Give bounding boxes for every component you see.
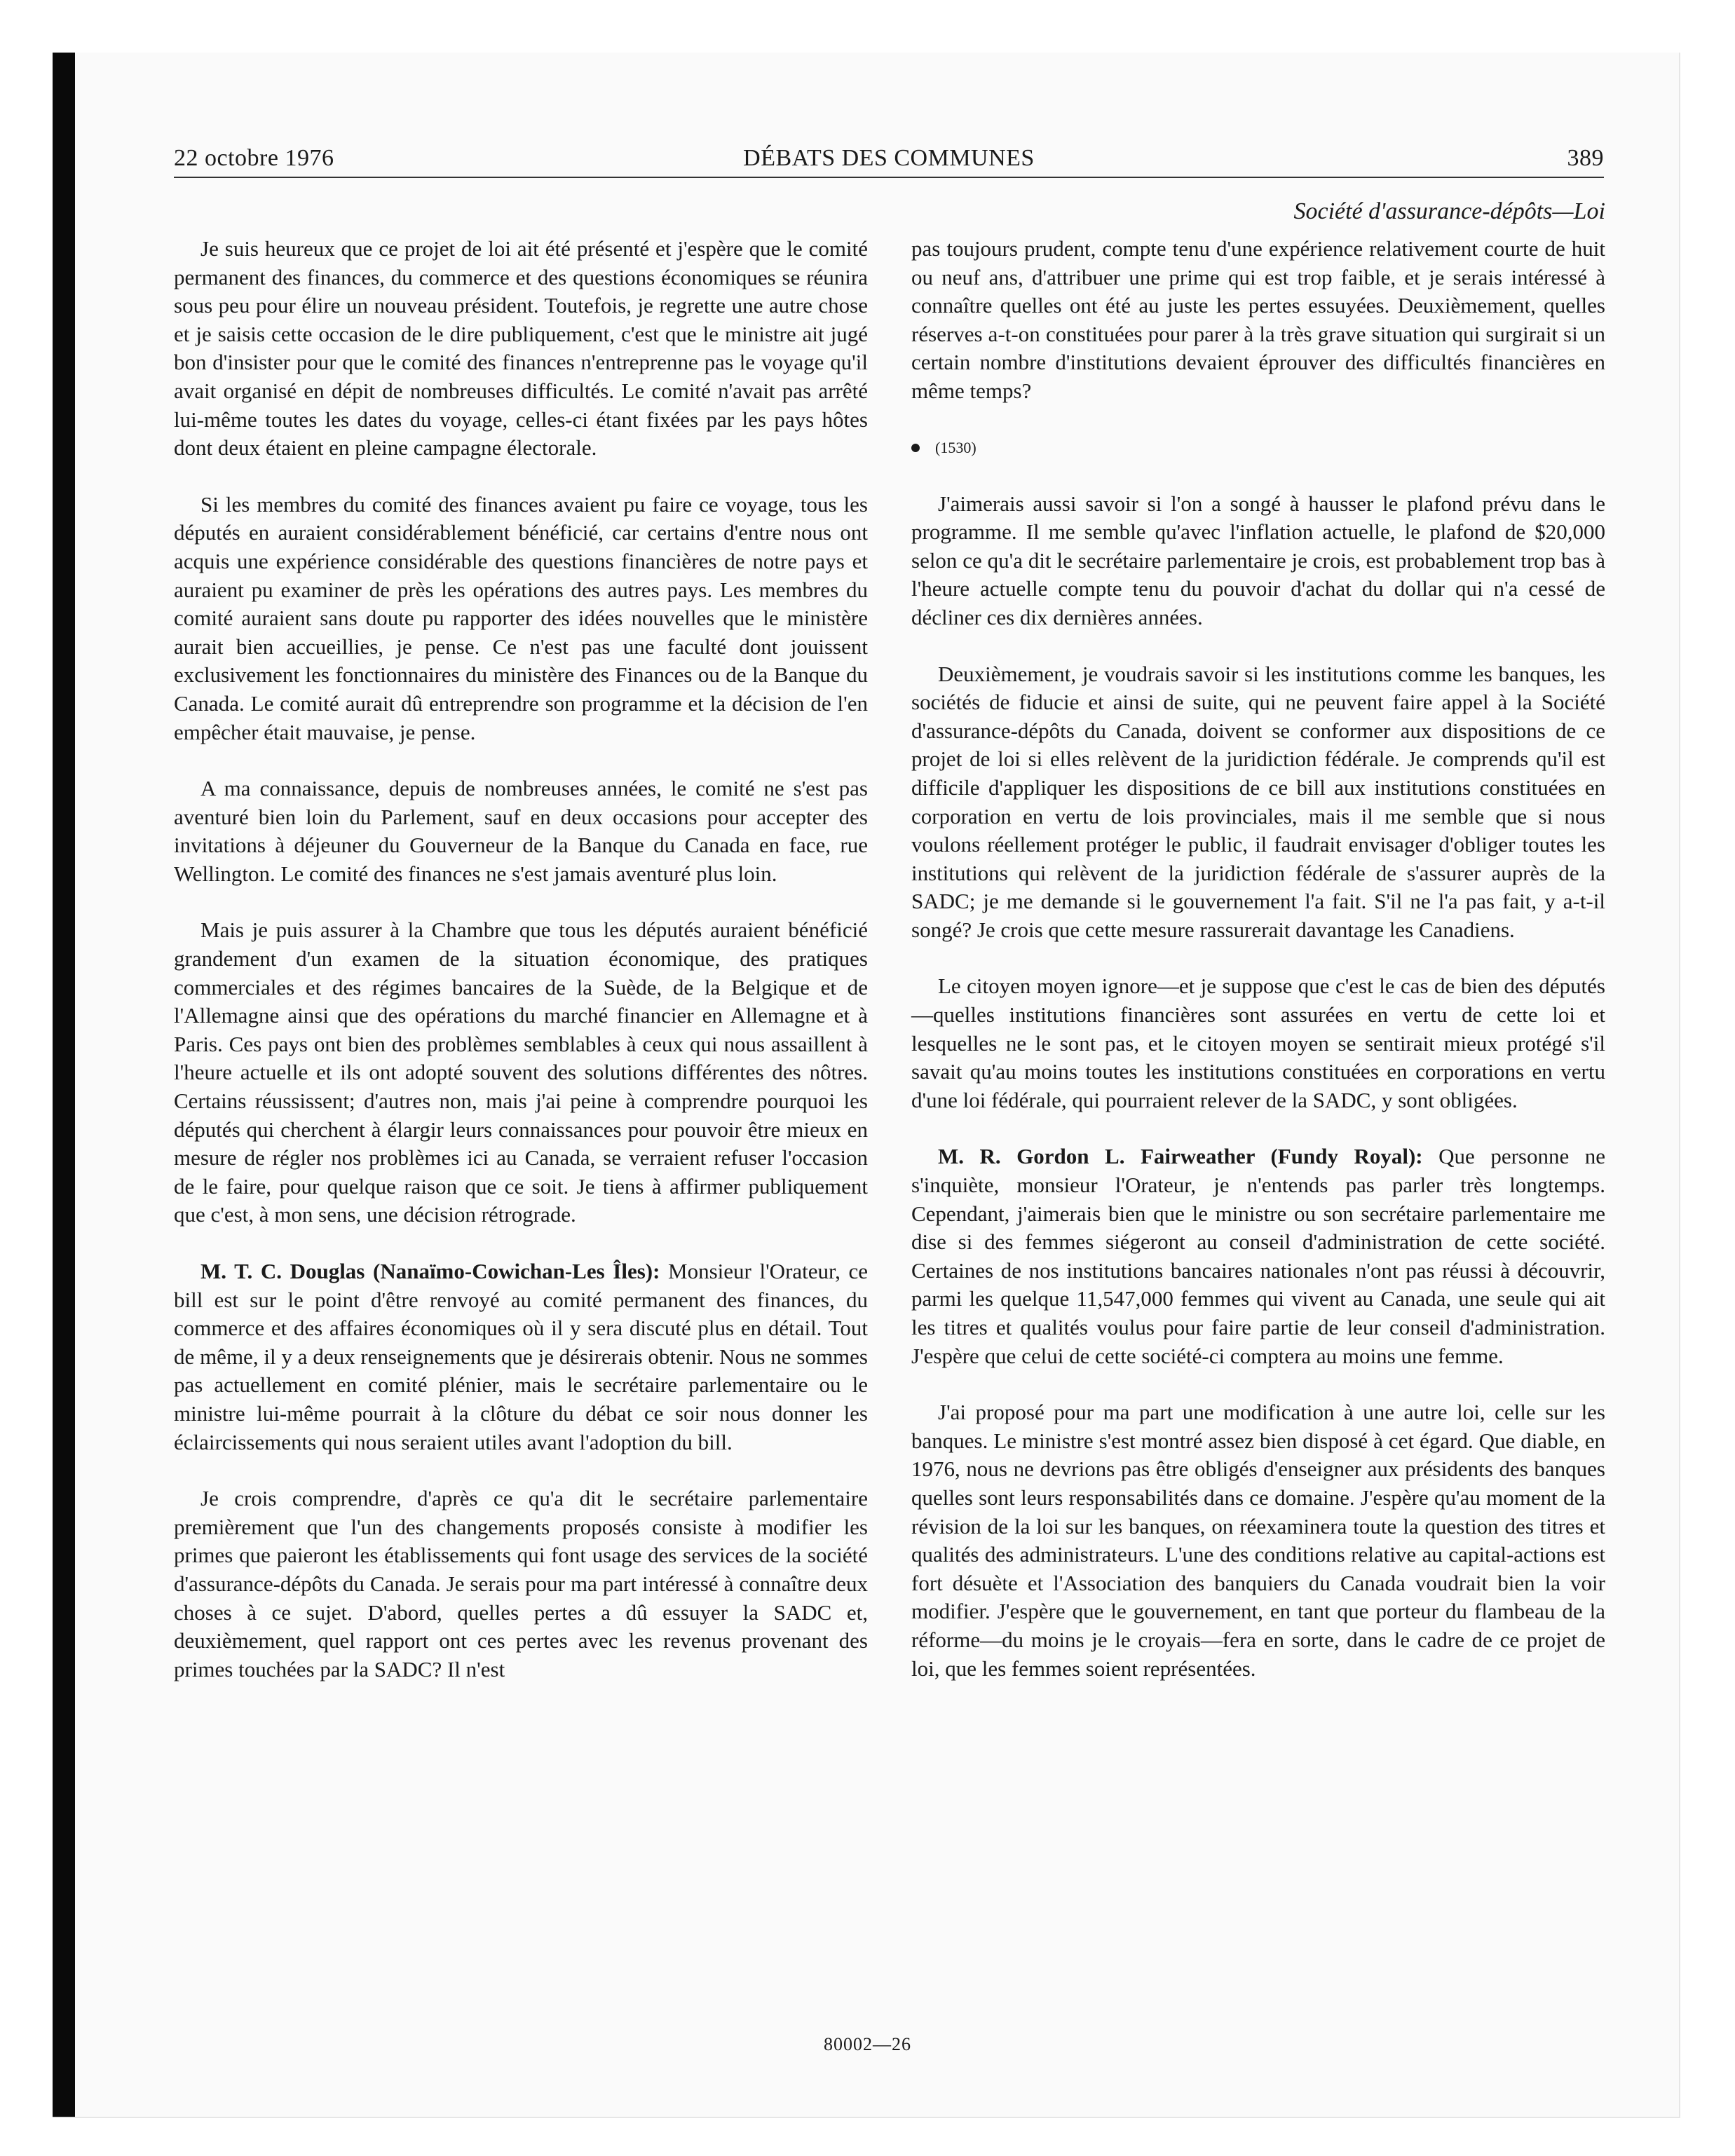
footer-code: 80002—26 (824, 2034, 911, 2054)
binding-strip (53, 53, 75, 2117)
paragraph: pas toujours prudent, compte tenu d'une expérience relativement courte de huit ou neuf ans, d'attribuer une prime qui est trop faible, et je serais intéressé à connaître quelles ont été au juste les pertes essuyées. Deuxièmement, quelles réserves a-t-on constituées pour parer à la très grave situation qui surgirait si un certain nombre d'institutions devaient éprouver des difficultés financières en même temps? (911, 236, 1605, 403)
speech-text: Monsieur l'Orateur, ce bill est sur le point d'être renvoyé au comité permanent des finances, du commerce et des affaires économiques où il y sera discuté plus en détail. Tout de même, il y a deux renseignements que je désirerais obtenir. Nous ne sommes pas actuellement en comité plénier, mais le secrétaire parlementaire ou le ministre lui-même pourrait à la clôture du débat ce soir nous donner les éclaircissements qui nous seraient utiles avant l'adoption du bill. (174, 1259, 868, 1454)
paragraph: Je suis heureux que ce projet de loi ait été présenté et j'espère que le comité permanent des finances, du commerce et des questions économiques se réunira sous peu pour élire un nouveau président. Toutefois, je regrette une autre chose et je saisis cette occasion de le dire publiquement, c'est que le ministre ait jugé bon d'insister pour que le comité des finances n'entreprenne pas le voyage qu'il avait organisé en dépit de nombreuses difficultés. Le comité n'avait pas arrêté lui-même toutes les dates du voyage, celles-ci étant fixées par les pays hôtes dont deux étaient en pleine campagne électorale. (174, 236, 868, 460)
speaker-name: M. T. C. Douglas (Nanaïmo-Cowichan-Les Îles): (200, 1259, 660, 1283)
paragraph: Mais je puis assurer à la Chambre que tous les députés auraient bénéficié grandement d'un examen de la situation économique, des pratiques commerciales et des régimes bancaires de la Suède, de la Belgique et de l'Allemagne ainsi que des opérations du marché financier en Allemagne et à Paris. Ces pays ont bien des problèmes semblables à ceux qui nous assaillent à l'heure actuelle et ils ont adopté souvent des solutions différentes des nôtres. Certains réussissent; d'autres non, mais j'ai peine à comprendre pourquoi les députés qui cherchent à élargir leurs connaissances pour pouvoir être mieux en mesure de régler nos problèmes ici au Canada, se verraient refuser l'occasion de le faire, pour quelque raison que ce soit. Je tiens à affirmer publiquement que c'est, à mon sens, une décision rétrograde. (174, 917, 868, 1227)
time-marker (911, 434, 1605, 462)
right-column (911, 235, 1605, 1711)
paragraph: A ma connaissance, depuis de nombreuses années, le comité ne s'est pas aventuré bien loin du Parlement, sauf en deux occasions pour accepter des invitations à déjeuner du Gouverneur de la Banque du Canada en face, rue Wellington. Le comité des finances ne s'est jamais aventuré plus loin. (174, 776, 868, 886)
header-page-number: 389 (1567, 145, 1604, 171)
running-head: Société d'assurance-dépôts—Loi (1293, 198, 1605, 224)
speech-paragraph (174, 1257, 868, 1456)
paragraph: J'aimerais aussi savoir si l'on a songé à hausser le plafond prévu dans le programme. Il me semble qu'avec l'inflation actuelle, le plafond de $20,000 selon ce qu'a dit le secrétaire parlementaire je crois, est probablement trop bas à l'heure actuelle compte tenu du pouvoir d'achat du dollar qui n'a cessé de décliner ces dix dernières années. (911, 491, 1605, 629)
paragraph: Si les membres du comité des finances avaient pu faire ce voyage, tous les députés en auraient considérablement bénéficié, car certains d'entre nous ont acquis une expérience considérable des questions financières de notre pays et auraient pu examiner de près les opérations des autres pays. Les membres du comité auraient sans doute pu rapporter des idées nouvelles que le ministère aurait bien accueillies, je pense. Ce n'est pas une faculté dont jouissent exclusivement les fonctionnaires du ministère des Finances ou de la Banque du Canada. Le comité aurait dû entreprendre son programme et la décision de l'en empêcher était mauvaise, je pense. (174, 491, 868, 744)
header-title: DÉBATS DES COMMUNES (743, 145, 1035, 171)
speech-text: Que personne ne s'inquiète, monsieur l'Orateur, je n'entends pas parler très longtemps. Cependant, j'aimerais bien que le ministre ou son secrétaire parlementaire me dise si des femmes siégeront au conseil d'administration de cette société. Certaines de nos institutions bancaires nationales n'ont pas réussi à découvrir, parmi les quelque 11,547,000 femmes qui vivent au Canada, une seule qui ait les titres et qualités voulus pour faire partie de leur conseil d'administration. J'espère que celui de cette société-ci comptera au moins une femme. (911, 1144, 1605, 1368)
paragraph: Je crois comprendre, d'après ce qu'a dit le secrétaire parlementaire premièrement que l'un des changements proposés consiste à modifier les primes que paieront les établissements qui font usage des services de la société d'assurance-dépôts du Canada. Je serais pour ma part intéressé à connaître deux choses à ce sujet. D'abord, quelles pertes a dû essuyer la SADC et, deuxièmement, quel rapport ont ces pertes avec les revenus provenant des primes touchées par la SADC? Il n'est (174, 1486, 868, 1681)
paragraph: J'ai proposé pour ma part une modification à une autre loi, celle sur les banques. Le ministre s'est montré assez bien disposé à cet égard. Que diable, en 1976, nous ne devrions pas être obligés d'enseigner aux présidents des banques quelles sont leurs responsabilités dans ce domaine. J'espère qu'au moment de la révision de la loi sur les banques, on réexaminera toute la question des titres et qualités des administrateurs. L'une des conditions relative au capital-actions est fort désuète et l'Association des banquiers du Canada voudrait bien la voir modifier. J'espère que le gouvernement, en tant que porteur du flambeau de la réforme—du moins je le croyais—fera en sorte, dans le cadre de ce projet de loi, que les femmes soient représentées. (911, 1400, 1605, 1681)
paragraph: Deuxièmement, je voudrais savoir si les institutions comme les banques, les sociétés de fiducie et ainsi de suite, qui ne peuvent faire appel à la Société d'assurance-dépôts du Canada, doivent se conformer aux dispositions de ce projet de loi si elles relèvent de la juridiction fédérale. Je comprends qu'il est difficile d'appliquer les dispositions de ce bill aux institutions constituées en corporation en vertu de lois provinciales, mais il me semble que si nous voulons réellement protéger le public, il faudrait envisager d'obliger toutes les institutions qui relèvent de la juridiction fédérale de s'assurer auprès de la SADC; je me demande si le gouvernement l'a fait. S'il ne l'a pas fait, y a-t-il songé? Je crois que cette mesure rassurerait davantage les Canadiens. (911, 661, 1605, 942)
bullet-icon (911, 444, 920, 452)
speech-paragraph (911, 1142, 1605, 1370)
time-marker-label: (1530) (935, 438, 977, 456)
header-date: 22 octobre 1976 (174, 145, 334, 171)
page-header (174, 140, 1604, 178)
paragraph: Le citoyen moyen ignore—et je suppose que c'est le cas de bien des députés—quelles institutions financières sont assurées en vertu de cette loi et lesquelles ne le sont pas, et le citoyen moyen se sentirait mieux protégé s'il savait qu'au moins toutes les institutions constituées en corporations en vertu d'une loi fédérale, qui pourraient relever de la SADC, y sont obligées. (911, 974, 1605, 1112)
left-column (174, 235, 868, 1712)
speaker-name: M. R. Gordon L. Fairweather (Fundy Royal): (938, 1144, 1423, 1169)
